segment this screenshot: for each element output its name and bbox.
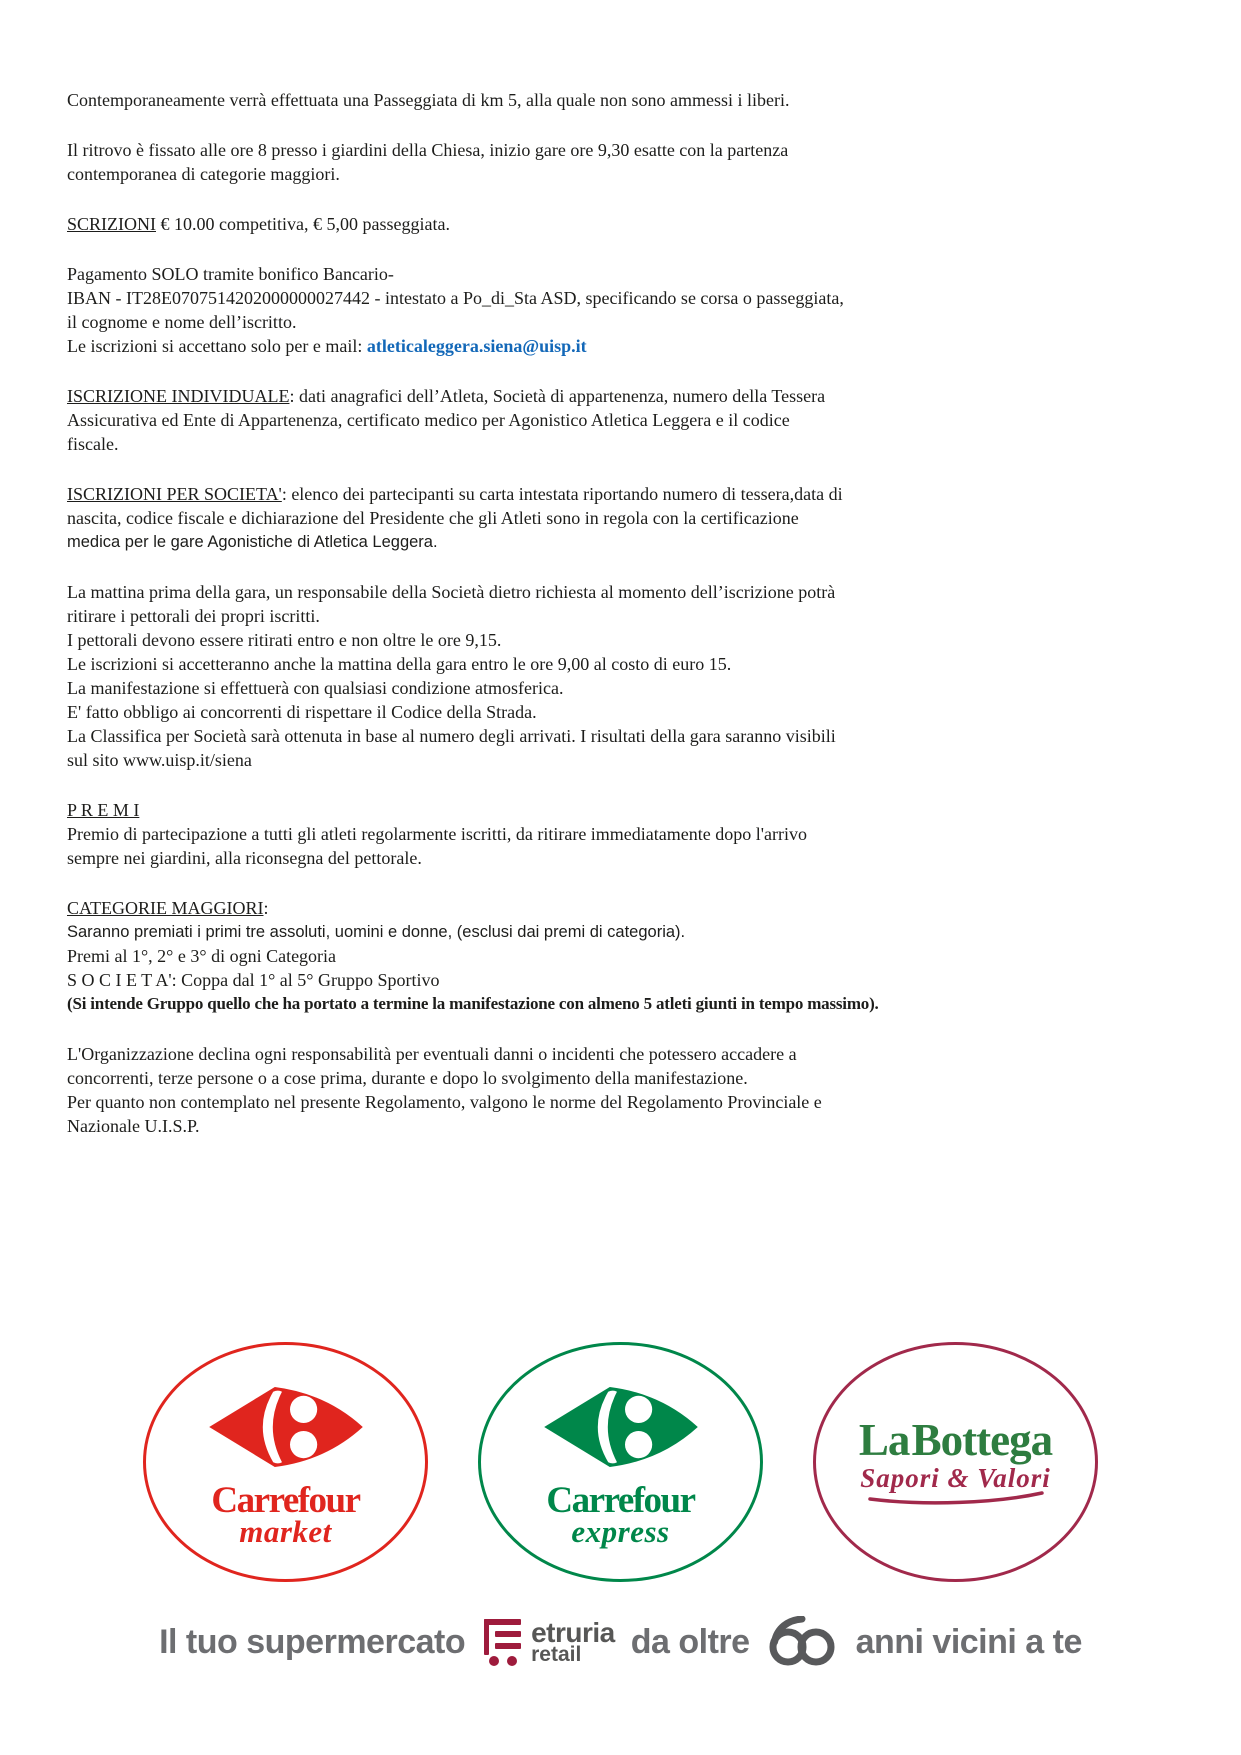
text-line — [67, 896, 1174, 920]
text-line: L'Organizzazione declina ogni responsabilità per eventuali danni o incidenti che potessero accadere a — [67, 1044, 797, 1064]
labottega-tagline-text: Sapori & Valori — [860, 1463, 1051, 1493]
text-line: Premi al 1°, 2° e 3° di ogni Categoria — [67, 946, 337, 966]
heading-premi: P R E M I — [67, 800, 140, 820]
text-line: il cognome e nome dell’iscritto. — [67, 312, 297, 332]
carrefour-brand-text: Carrefour — [546, 1480, 695, 1521]
paragraph-passeggiata — [67, 88, 1174, 112]
text-line: La manifestazione si effettuerà con qualsiasi condizione atmosferica. — [67, 678, 564, 698]
etruria-name-text: etruria — [531, 1616, 615, 1648]
labottega-underline-flourish — [866, 1490, 1046, 1506]
text-line: La Classifica per Società sarà ottenuta in base al numero degli arrivati. I risultati della gara saranno visibili — [67, 726, 836, 746]
text-line: Premio di partecipazione a tutti gli atleti regolarmente iscritti, da ritirare immediatamente dopo l'arrivo — [67, 824, 807, 844]
etruria-wordmark — [531, 1616, 615, 1666]
carrefour-market-logo — [143, 1342, 428, 1582]
text-line-sito: sul sito www.uisp.it/siena — [67, 750, 252, 770]
text-line: concorrenti, terze persone o a cose prima, durante e dopo lo svolgimento della manifestazione. — [67, 1068, 748, 1088]
text-line-email — [67, 334, 1174, 358]
text-run: : dati anagrafici dell’Atleta, Società di appartenenza, numero della Tessera — [289, 386, 826, 406]
sixty-years-icon — [766, 1616, 840, 1668]
section-premi — [67, 798, 1174, 870]
paragraph-ritrovo — [67, 138, 1174, 186]
text-line: Pagamento SOLO tramite bonifico Bancario- — [67, 264, 394, 284]
section-categorie-maggiori — [67, 896, 1174, 1016]
text-line — [67, 384, 1174, 408]
heading-iscrizioni-societa: ISCRIZIONI PER SOCIETA' — [67, 484, 282, 504]
text-line-sans: Saranno premiati i primi tre assoluti, uomini e donne, (esclusi dai premi di categoria). — [67, 923, 686, 941]
text-line: sempre nei giardini, alla riconsegna del pettorale. — [67, 848, 422, 868]
text-line: La mattina prima della gara, un responsabile della Società dietro richiesta al momento dell’iscrizione potrà — [67, 582, 836, 602]
sponsor-logos-row — [0, 1342, 1241, 1582]
text-line: fiscale. — [67, 434, 119, 454]
text-run: € 10.00 competitiva, € 5,00 passeggiata. — [156, 214, 450, 234]
footer-tagline — [0, 1616, 1241, 1668]
text-run: : — [263, 898, 269, 918]
text-line: nascita, codice fiscale e dichiarazione del Presidente che gli Atleti sono in regola con la certificazione — [67, 508, 799, 528]
text-line: S O C I E T A': Coppa dal 1° al 5° Gruppo Sportivo — [67, 970, 440, 990]
text-line-iban: IBAN - IT28E0707514202000000027442 - intestato a Po_di_Sta ASD, specificando se corsa o passeggiata, — [67, 288, 844, 308]
etruria-retail-logo — [481, 1617, 615, 1667]
text-line-sans: medica per le gare Agonistiche di Atletica Leggera. — [67, 533, 438, 551]
carrefour-variant-text: market — [239, 1514, 332, 1549]
paragraph-iscrizioni-costi — [67, 212, 1174, 236]
heading-scrizioni: SCRIZIONI — [67, 214, 156, 234]
text-run: Le iscrizioni si accettano solo per e mail: — [67, 336, 367, 356]
text-line: I pettorali devono essere ritirati entro e non oltre le ore 9,15. — [67, 630, 502, 650]
tagline-mid-text: da oltre — [630, 1622, 750, 1661]
etruria-retail-text: retail — [531, 1642, 582, 1666]
text-line: Per quanto non contemplato nel presente Regolamento, valgono le norme del Regolamento Provinciale e — [67, 1092, 822, 1112]
tagline-right-text: anni vicini a te — [855, 1622, 1082, 1661]
text-line — [67, 212, 1174, 236]
tagline-left-text: Il tuo supermercato — [159, 1622, 466, 1661]
text-line: Il ritrovo è fissato alle ore 8 presso i giardini della Chiesa, inizio gare ore 9,30 esatte con la partenza — [67, 140, 789, 160]
email-link[interactable]: atleticaleggera.siena@uisp.it — [366, 336, 587, 356]
carrefour-symbol-icon — [206, 1379, 366, 1475]
text-line — [67, 482, 1174, 506]
text-line: E' fatto obbligo ai concorrenti di rispettare il Codice della Strada. — [67, 702, 537, 722]
text-line-bold-note: (Si intende Gruppo quello che ha portato a termine la manifestazione con almeno 5 atleti giunti in tempo massimo). — [67, 994, 879, 1013]
heading-categorie-maggiori: CATEGORIE MAGGIORI — [67, 898, 264, 918]
text-line: contemporanea di categorie maggiori. — [67, 164, 340, 184]
text-line: Assicurativa ed Ente di Appartenenza, certificato medico per Agonistico Atletica Leggera e il codice — [67, 410, 790, 430]
shopping-cart-icon — [481, 1617, 527, 1667]
text-run: : elenco dei partecipanti su carta intestata riportando numero di tessera,data di — [281, 484, 843, 504]
paragraph-iscrizione-individuale — [67, 384, 1174, 456]
paragraph-responsabilita — [67, 1042, 1174, 1138]
carrefour-brand-text: Carrefour — [211, 1480, 360, 1521]
text-line — [67, 798, 1174, 822]
labottega-logo — [813, 1342, 1098, 1582]
text-line: Nazionale U.I.S.P. — [67, 1116, 200, 1136]
text-line: Le iscrizioni si accetteranno anche la mattina della gara entro le ore 9,00 al costo di euro 15. — [67, 654, 732, 674]
text-line: Contemporaneamente verrà effettuata una Passeggiata di km 5, alla quale non sono ammessi i liberi. — [67, 90, 790, 110]
labottega-name-text: La Bottega — [858, 1415, 1053, 1465]
paragraph-pagamento — [67, 262, 1174, 358]
heading-iscrizione-individuale: ISCRIZIONE INDIVIDUALE — [67, 386, 290, 406]
paragraph-regole-gara — [67, 580, 1174, 772]
carrefour-express-logo — [478, 1342, 763, 1582]
carrefour-variant-text: express — [571, 1514, 670, 1549]
text-line: ritirare i pettorali dei propri iscritti. — [67, 606, 320, 626]
carrefour-symbol-icon — [541, 1379, 701, 1475]
paragraph-iscrizioni-societa — [67, 482, 1174, 554]
